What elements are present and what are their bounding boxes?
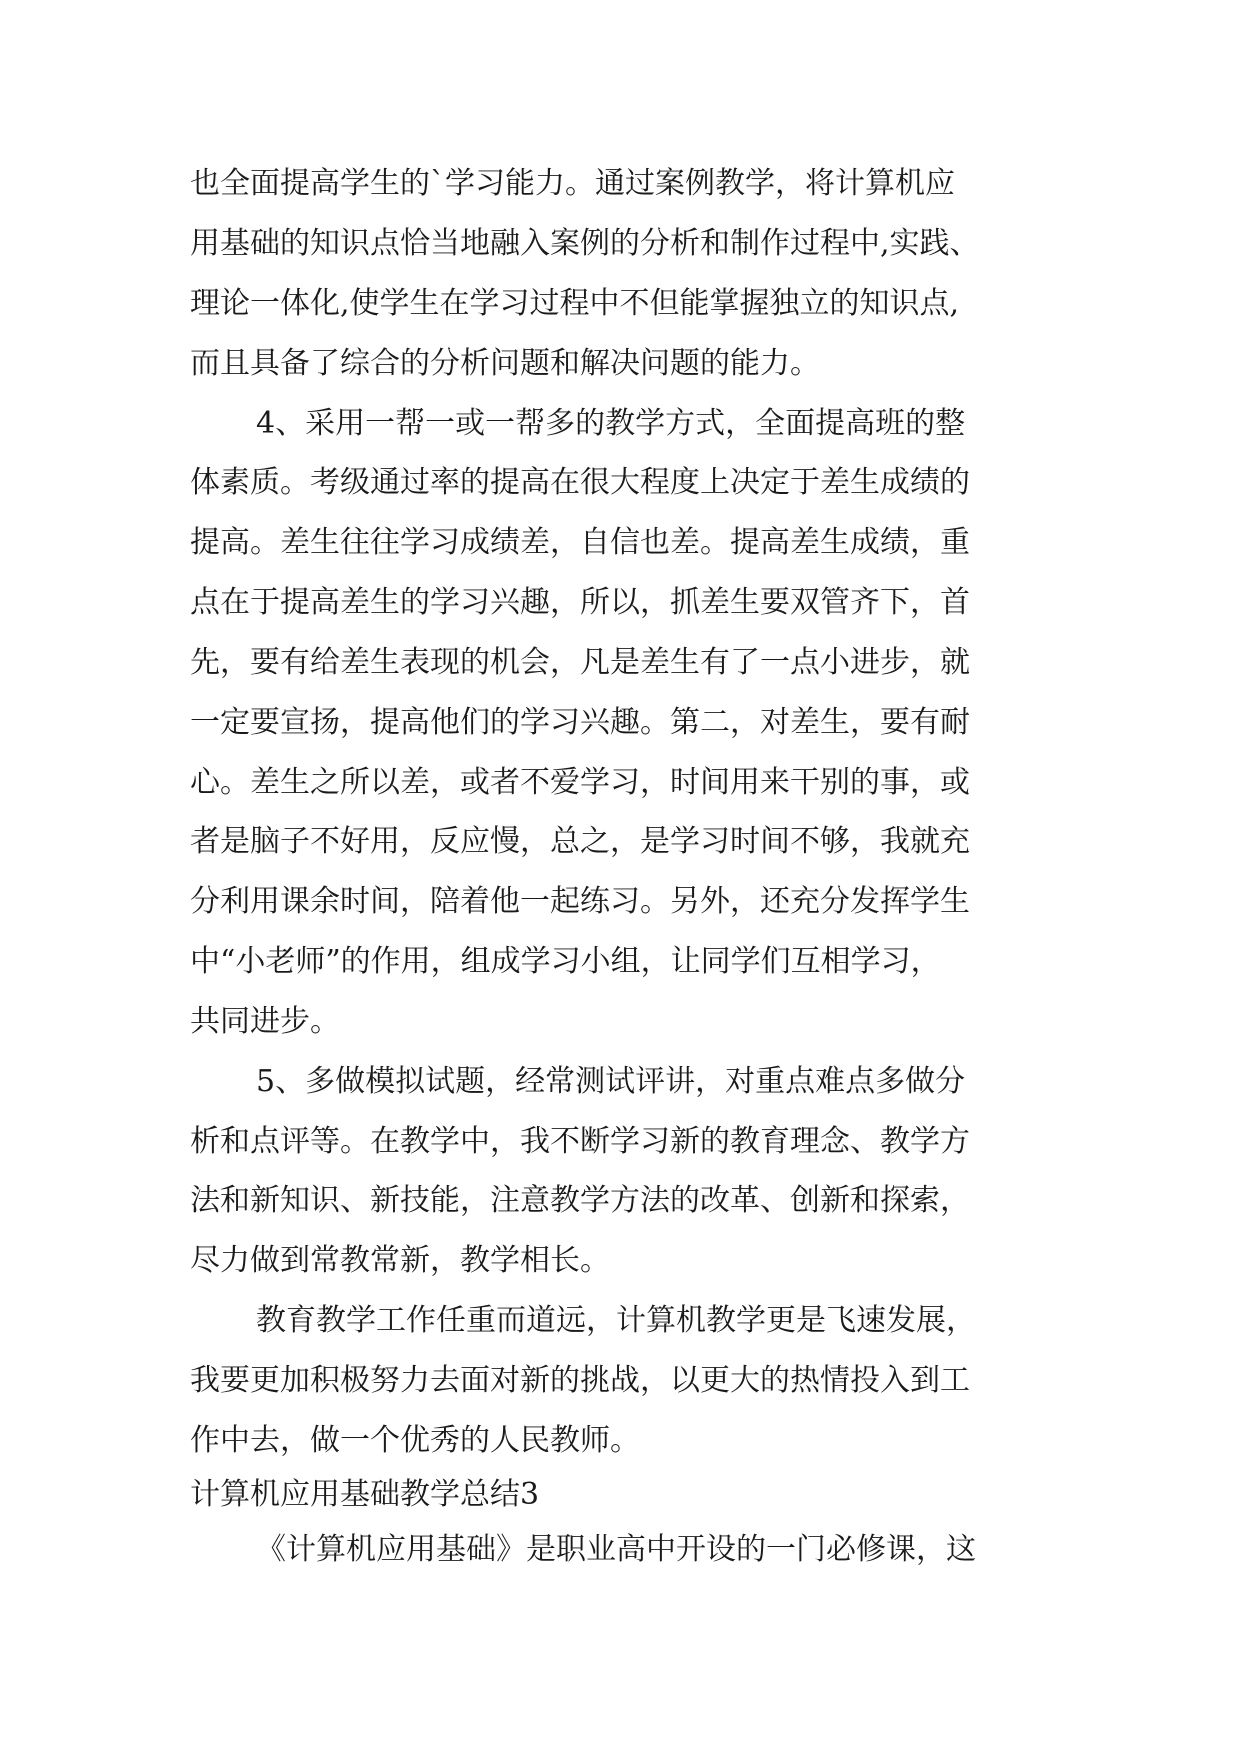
text-line-24: 《计算机应用基础》是职业高中开设的一门必修课，这: [256, 1532, 976, 1567]
text-line-6: 体素质。考级通过率的提高在很大程度上决定于差生成绩的: [190, 465, 970, 500]
text-line-17: 析和点评等。在教学中，我不断学习新的教育理念、教学方: [190, 1124, 970, 1159]
text-line-22: 作中去，做一个优秀的人民教师。: [190, 1423, 640, 1458]
text-line-8: 点在于提高差生的学习兴趣，所以，抓差生要双管齐下，首: [190, 585, 970, 620]
text-line-10: 一定要宣扬，提高他们的学习兴趣。第二，对差生，要有耐: [190, 705, 970, 740]
text-line-16: 5、多做模拟试题，经常测试评讲，对重点难点多做分: [256, 1064, 966, 1099]
text-line-11: 心。差生之所以差，或者不爱学习，时间用来干别的事，或: [190, 765, 970, 800]
text-line-9: 先，要有给差生表现的机会，凡是差生有了一点小进步，就: [190, 645, 970, 680]
text-line-20: 教育教学工作任重而道远，计算机教学更是飞速发展，: [256, 1303, 976, 1338]
text-line-13: 分利用课余时间，陪着他一起练习。另外，还充分发挥学生: [190, 884, 970, 919]
text-line-14: 中“小老师”的作用，组成学习小组，让同学们互相学习，: [190, 944, 941, 979]
text-line-4: 而且具备了综合的分析问题和解决问题的能力。: [190, 346, 820, 381]
section-heading: 计算机应用基础教学总结3: [190, 1477, 540, 1512]
text-line-5: 4、采用一帮一或一帮多的教学方式，全面提高班的整: [256, 406, 966, 441]
text-line-19: 尽力做到常教常新，教学相长。: [190, 1243, 610, 1278]
text-line-2: 用基础的知识点恰当地融入案例的分析和制作过程中,实践、: [190, 226, 980, 261]
text-line-18: 法和新知识、新技能，注意教学方法的改革、创新和探索，: [190, 1183, 970, 1218]
text-line-7: 提高。差生往往学习成绩差，自信也差。提高差生成绩，重: [190, 525, 970, 560]
text-line-21: 我要更加积极努力去面对新的挑战，以更大的热情投入到工: [190, 1363, 970, 1398]
text-line-1: 也全面提高学生的`学习能力。通过案例教学，将计算机应: [190, 166, 955, 201]
text-line-3: 理论一体化,使学生在学习过程中不但能掌握独立的知识点,: [190, 286, 960, 321]
text-line-12: 者是脑子不好用，反应慢，总之，是学习时间不够，我就充: [190, 824, 970, 859]
text-line-15: 共同进步。: [190, 1004, 340, 1039]
